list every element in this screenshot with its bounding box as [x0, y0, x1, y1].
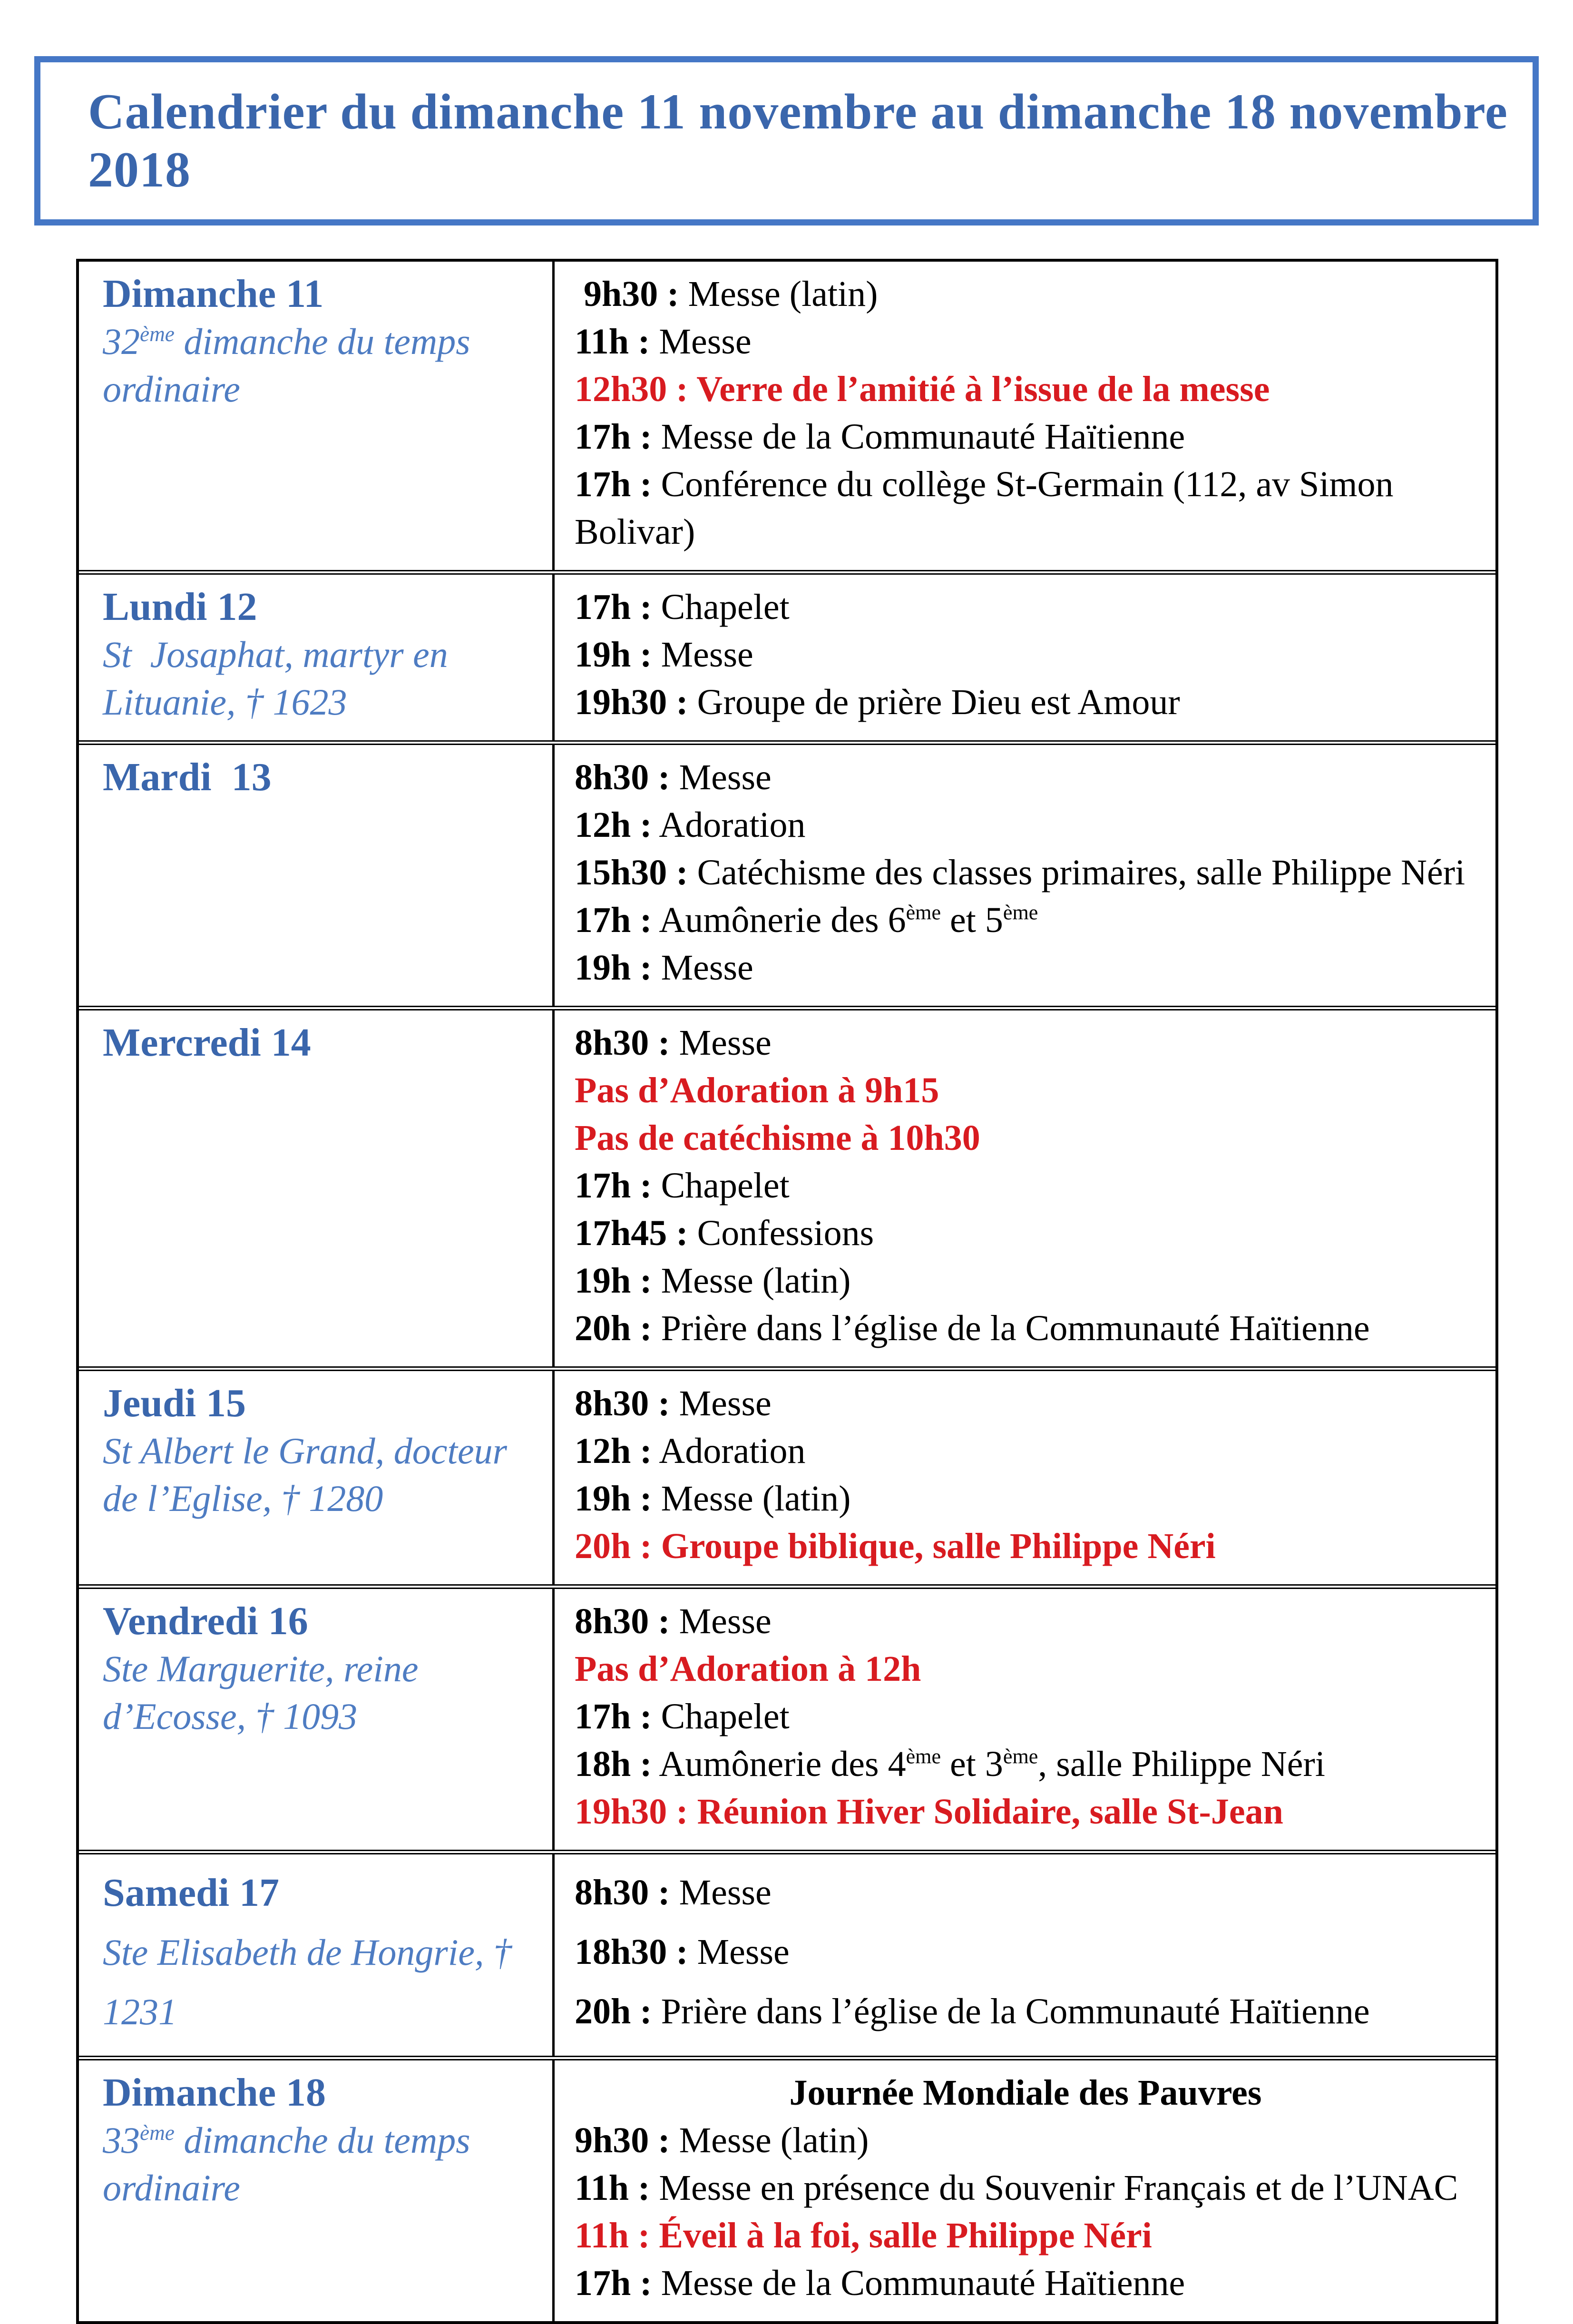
events-cell	[555, 2060, 1495, 2321]
event-time: 11h :	[575, 322, 650, 362]
event-line	[575, 583, 1476, 631]
event-text	[661, 1696, 790, 1736]
text-segment: 32	[103, 321, 140, 362]
text-segment: Messe	[697, 1932, 790, 1972]
event-line	[575, 1982, 1476, 2041]
event-text	[659, 2216, 1152, 2255]
ordinal-superscript: ème	[906, 1745, 941, 1768]
calendar-table	[76, 259, 1498, 2324]
event-time: 8h30 :	[575, 1023, 670, 1063]
event-time: 15h30 :	[575, 853, 688, 892]
text-segment: Prière dans l’église de la Communauté Haïtienne	[661, 1308, 1370, 1348]
text-segment: Prière dans l’église de la Communauté Haïtienne	[661, 1991, 1370, 2031]
day-name: Mardi 13	[103, 755, 272, 799]
day-name: Vendredi 16	[103, 1599, 308, 1643]
event-time: 9h30 :	[575, 2120, 670, 2160]
event-line	[575, 1475, 1476, 1522]
table-row	[79, 1371, 1495, 1589]
event-text	[661, 1166, 790, 1206]
day-cell	[79, 1854, 555, 2056]
events-cell	[555, 1371, 1495, 1584]
event-line	[575, 2212, 1476, 2259]
text-segment: Messe	[679, 1873, 772, 1912]
event-time: 17h45 :	[575, 1213, 688, 1253]
text-segment: Aumônerie des 6	[659, 900, 906, 940]
day-subtitle	[103, 1922, 533, 2041]
event-line	[575, 2069, 1476, 2117]
event-time: 8h30 :	[575, 1601, 670, 1641]
event-line	[575, 1522, 1476, 1570]
day-name: Samedi 17	[103, 1871, 280, 1915]
event-text	[679, 1023, 772, 1063]
event-text	[661, 1308, 1370, 1348]
event-text	[697, 1932, 790, 1972]
text-segment: Messe	[679, 1383, 772, 1423]
day-name: Jeudi 15	[103, 1381, 246, 1425]
text-segment: Ste Marguerite, reine d’Ecosse, † 1093	[103, 1648, 419, 1737]
day-cell	[79, 2060, 555, 2321]
text-segment: Verre de l’amitié à l’issue de la messe	[696, 369, 1270, 409]
event-time: 9h30 :	[575, 274, 679, 314]
text-segment: Messe	[679, 1601, 772, 1641]
event-time: 17h :	[575, 900, 652, 940]
event-line	[575, 896, 1476, 944]
event-text	[679, 2120, 869, 2160]
text-segment: et 5	[941, 900, 1003, 940]
event-line	[575, 413, 1476, 461]
event-time: 19h30 :	[575, 1792, 688, 1832]
event-line	[575, 1162, 1476, 1209]
table-row	[79, 1854, 1495, 2060]
text-segment: Catéchisme des classes primaires, salle Philippe Néri	[697, 853, 1466, 892]
text-segment: St Josaphat, martyr en Lituanie, † 1623	[103, 634, 448, 723]
events-cell	[555, 745, 1495, 1006]
events-cell	[555, 262, 1495, 570]
event-line	[575, 944, 1476, 991]
event-line	[575, 1645, 1476, 1693]
event-text	[697, 853, 1466, 892]
day-cell	[79, 745, 555, 1006]
event-time: 19h30 :	[575, 682, 688, 722]
event-time: 17h :	[575, 1166, 652, 1206]
table-row	[79, 1589, 1495, 1854]
text-segment: Messe (latin)	[661, 1479, 851, 1519]
event-time: 8h30 :	[575, 1873, 670, 1912]
event-text	[661, 1526, 1216, 1566]
event-line	[575, 461, 1476, 556]
day-name: Mercredi 14	[103, 1020, 311, 1065]
text-segment: Messe	[679, 1023, 772, 1063]
event-line	[575, 849, 1476, 896]
text-segment: Chapelet	[661, 1696, 790, 1736]
event-time: 19h :	[575, 1479, 652, 1519]
event-text	[575, 1118, 980, 1158]
event-line	[575, 678, 1476, 726]
text-segment: Chapelet	[661, 1166, 790, 1206]
event-line	[575, 2259, 1476, 2307]
day-cell	[79, 1589, 555, 1850]
event-text	[575, 1070, 939, 1110]
events-cell	[555, 575, 1495, 740]
event-time: 8h30 :	[575, 757, 670, 797]
text-segment: St Albert le Grand, docteur de l’Eglise, † 1280	[103, 1430, 507, 1519]
event-time: 20h :	[575, 1526, 652, 1566]
event-time: 17h :	[575, 464, 652, 504]
day-name: Dimanche 11	[103, 272, 324, 316]
title-box	[34, 56, 1539, 226]
event-line	[575, 1209, 1476, 1257]
page-title: Calendrier du dimanche 11 novembre au dimanche 18 novembre 2018	[88, 84, 1508, 197]
text-segment: Réunion Hiver Solidaire, salle St-Jean	[697, 1792, 1283, 1832]
text-segment: Messe de la Communauté Haïtienne	[661, 417, 1185, 457]
table-row	[79, 262, 1495, 575]
event-time: 18h :	[575, 1744, 652, 1784]
text-segment: Messe	[661, 948, 753, 988]
event-text	[659, 2168, 1458, 2208]
day-cell	[79, 575, 555, 740]
ordinal-superscript: ème	[140, 322, 175, 346]
event-time: 20h :	[575, 1308, 652, 1348]
event-line	[575, 270, 1476, 318]
event-line	[575, 801, 1476, 849]
event-text	[659, 1744, 1325, 1784]
event-text	[661, 635, 753, 675]
event-text	[575, 1649, 921, 1689]
event-line	[575, 1740, 1476, 1788]
events-cell	[555, 1010, 1495, 1366]
table-row	[79, 745, 1495, 1010]
event-line	[575, 1380, 1476, 1427]
text-segment: dimanche du temps ordinaire	[103, 2119, 470, 2208]
event-text	[659, 322, 751, 362]
event-line	[575, 1019, 1476, 1067]
text-segment: Messe (latin)	[679, 2120, 869, 2160]
event-line	[575, 1114, 1476, 1162]
event-text	[679, 757, 772, 797]
event-text	[661, 1261, 851, 1301]
event-time: 17h :	[575, 587, 652, 627]
event-text	[697, 682, 1180, 722]
event-text	[697, 1213, 874, 1253]
table-row	[79, 1010, 1495, 1371]
text-segment: 33	[103, 2119, 140, 2161]
event-line	[575, 1257, 1476, 1304]
event-time: 17h :	[575, 417, 652, 457]
event-text	[688, 274, 878, 314]
event-line	[575, 1304, 1476, 1352]
event-time: 18h30 :	[575, 1932, 688, 1972]
event-time: 11h :	[575, 2216, 650, 2255]
event-time: 17h :	[575, 2263, 652, 2303]
event-text	[661, 1479, 851, 1519]
event-text	[679, 1873, 772, 1912]
event-line	[575, 2117, 1476, 2164]
text-segment: Messe	[661, 635, 753, 675]
text-segment: Aumônerie des 4	[659, 1744, 906, 1784]
text-segment: Messe (latin)	[688, 274, 878, 314]
event-line	[575, 1067, 1476, 1114]
text-segment: Pas d’Adoration à 9h15	[575, 1070, 939, 1110]
ordinal-superscript: ème	[140, 2121, 175, 2145]
event-text	[659, 1431, 805, 1471]
event-text	[697, 1792, 1283, 1832]
event-time: 20h :	[575, 1991, 652, 2031]
text-segment: Confessions	[697, 1213, 874, 1253]
text-segment: Éveil à la foi, salle Philippe Néri	[659, 2216, 1152, 2255]
text-segment: Messe en présence du Souvenir Français et de l’UNAC	[659, 2168, 1458, 2208]
event-text	[679, 1601, 772, 1641]
table-row	[79, 575, 1495, 745]
day-subtitle	[103, 1427, 533, 1522]
event-line	[575, 365, 1476, 413]
day-subtitle	[103, 631, 533, 726]
event-line	[575, 1427, 1476, 1475]
event-text	[790, 2073, 1262, 2113]
event-time: 8h30 :	[575, 1383, 670, 1423]
event-line	[575, 1598, 1476, 1645]
event-text	[679, 1383, 772, 1423]
text-segment: Messe	[659, 322, 752, 362]
event-time: 19h :	[575, 1261, 652, 1301]
event-time: 19h :	[575, 635, 652, 675]
event-line	[575, 2164, 1476, 2212]
event-text	[696, 369, 1270, 409]
day-subtitle	[103, 1645, 533, 1740]
text-segment: Messe (latin)	[661, 1261, 851, 1301]
event-line	[575, 318, 1476, 365]
event-text	[661, 417, 1185, 457]
day-cell	[79, 262, 555, 570]
event-time: 11h :	[575, 2168, 650, 2208]
text-segment: Journée Mondiale des Pauvres	[789, 2073, 1262, 2113]
event-line	[575, 754, 1476, 801]
event-text	[661, 2263, 1185, 2303]
event-line	[575, 1922, 1476, 1982]
text-segment: Chapelet	[661, 587, 790, 627]
event-time: 12h30 :	[575, 369, 688, 409]
event-text	[661, 587, 790, 627]
ordinal-superscript: ème	[1003, 901, 1038, 924]
text-segment: Groupe biblique, salle Philippe Néri	[661, 1526, 1216, 1566]
event-time: 19h :	[575, 948, 652, 988]
text-segment: dimanche du temps ordinaire	[103, 321, 470, 410]
event-text	[659, 900, 1038, 940]
day-subtitle	[103, 318, 533, 413]
ordinal-superscript: ème	[1003, 1745, 1038, 1768]
text-segment: Messe de la Communauté Haïtienne	[661, 2263, 1185, 2303]
event-text	[661, 1991, 1370, 2031]
text-segment: Conférence du collège St-Germain (112, av Simon Bolivar)	[575, 464, 1394, 552]
text-segment: Adoration	[659, 1431, 806, 1471]
day-cell	[79, 1371, 555, 1584]
events-cell	[555, 1589, 1495, 1850]
text-segment: et 3	[941, 1744, 1003, 1784]
event-line	[575, 631, 1476, 678]
event-text	[575, 464, 1394, 552]
day-name: Lundi 12	[103, 585, 257, 629]
event-line	[575, 1693, 1476, 1740]
event-line	[575, 1788, 1476, 1835]
text-segment: Pas de catéchisme à 10h30	[575, 1118, 980, 1158]
text-segment: Pas d’Adoration à 12h	[575, 1649, 921, 1689]
text-segment: Ste Elisabeth de Hongrie, † 1231	[103, 1932, 512, 2032]
text-segment: Groupe de prière Dieu est Amour	[697, 682, 1180, 722]
event-time: 17h :	[575, 1696, 652, 1736]
text-segment: , salle Philippe Néri	[1038, 1744, 1325, 1784]
events-cell	[555, 1854, 1495, 2056]
event-time: 12h :	[575, 805, 652, 845]
event-text	[661, 948, 753, 988]
ordinal-superscript: ème	[906, 901, 941, 924]
table-row	[79, 2060, 1495, 2321]
text-segment: Adoration	[659, 805, 806, 845]
event-line	[575, 1863, 1476, 1922]
event-text	[659, 805, 805, 845]
day-cell	[79, 1010, 555, 1366]
event-time: 12h :	[575, 1431, 652, 1471]
day-name: Dimanche 18	[103, 2070, 326, 2115]
day-subtitle	[103, 2117, 533, 2212]
text-segment: Messe	[679, 757, 772, 797]
